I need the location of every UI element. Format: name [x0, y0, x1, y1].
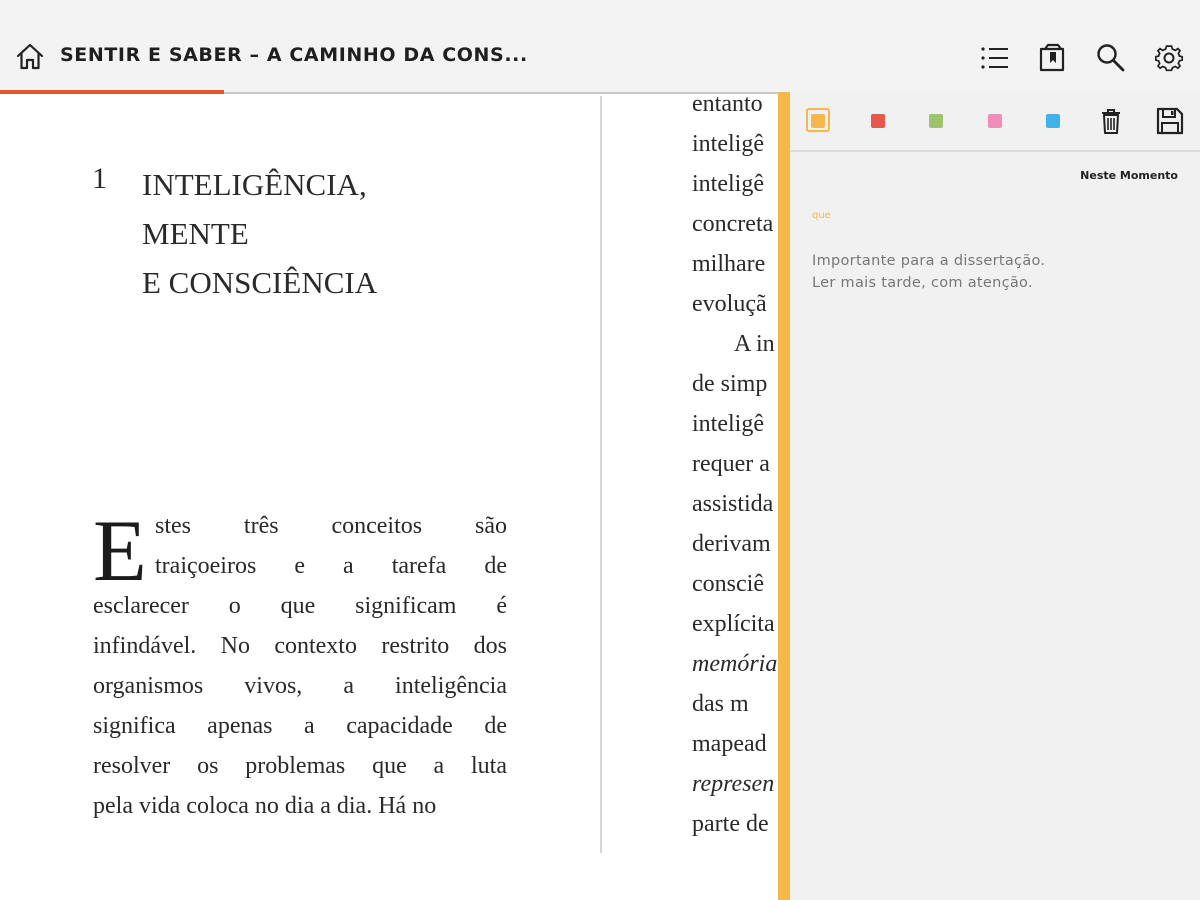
right-page-line: explícita: [692, 611, 775, 637]
home-icon[interactable]: [14, 41, 46, 73]
right-page-line: inteligê: [692, 411, 764, 437]
body-line: pela vida coloca no dia a dia. Há no: [93, 793, 437, 819]
right-page-line: A in: [734, 331, 775, 357]
chapter-title-line: MENTE: [142, 216, 249, 251]
right-page-line: de simp: [692, 371, 768, 397]
annotation-toolbar: [790, 92, 1200, 152]
right-page-line: das m: [692, 691, 749, 717]
page-divider: [600, 96, 602, 853]
chapter-title-line: INTELIGÊNCIA,: [142, 167, 367, 202]
right-page-line: concreta: [692, 211, 774, 237]
color-swatch-green[interactable]: [929, 114, 943, 128]
right-page-line: requer a: [692, 451, 770, 477]
right-page-line: mapead: [692, 731, 767, 757]
color-swatch-red[interactable]: [871, 114, 885, 128]
reader-toolbar: [0, 0, 1200, 94]
right-page-line: inteligê: [692, 171, 764, 197]
note-line: Ler mais tarde, com atenção.: [812, 275, 1033, 291]
note-timestamp: Neste Momento: [1080, 169, 1178, 182]
body-line: resolver os problemas que a luta: [93, 753, 507, 779]
right-page-line: evoluçã: [692, 291, 767, 317]
right-page-line: memória: [692, 651, 778, 677]
annotation-panel: [790, 92, 1200, 900]
annotation-accent-bar: [778, 92, 790, 900]
highlighted-quote[interactable]: que: [812, 210, 831, 221]
body-line: stes três conceitos são: [155, 513, 507, 539]
drop-cap: E: [93, 503, 147, 600]
right-page-line: consciê: [692, 571, 764, 597]
gear-icon[interactable]: [1152, 41, 1186, 75]
color-swatch-blue[interactable]: [1046, 114, 1060, 128]
note-text[interactable]: [812, 250, 1045, 294]
left-page-body: [93, 503, 507, 826]
save-icon[interactable]: [1155, 106, 1185, 136]
right-page-body: [692, 84, 778, 900]
right-page-line: entanto: [692, 91, 763, 117]
trash-icon[interactable]: [1096, 106, 1126, 136]
book-title: SENTIR E SABER – A CAMINHO DA CONS...: [60, 44, 528, 66]
reading-progress-fill: [0, 90, 224, 94]
bookmark-icon[interactable]: [1036, 41, 1070, 75]
body-line: traiçoeiros e a tarefa de: [155, 553, 507, 579]
right-page-line: inteligê: [692, 131, 764, 157]
color-swatch-orange[interactable]: [811, 114, 825, 128]
color-swatch-pink[interactable]: [988, 114, 1002, 128]
body-line: significa apenas a capacidade de: [93, 713, 507, 739]
search-icon[interactable]: [1094, 41, 1128, 75]
right-page-line: assistida: [692, 491, 774, 517]
table-of-contents-icon[interactable]: [978, 41, 1012, 75]
right-page-line: milhare: [692, 251, 766, 277]
right-page-line: represen: [692, 771, 775, 797]
body-line: infindável. No contexto restrito dos: [93, 633, 507, 659]
right-page-line: derivam: [692, 531, 771, 557]
chapter-number: 1: [92, 162, 107, 195]
note-line: Importante para a dissertação.: [812, 253, 1046, 269]
body-line: esclarecer o que significam é: [93, 593, 507, 619]
right-page-line: parte de: [692, 811, 769, 837]
body-line: organismos vivos, a inteligência: [93, 673, 507, 699]
chapter-title-line: E CONSCIÊNCIA: [142, 265, 378, 300]
chapter-title: [142, 160, 377, 307]
